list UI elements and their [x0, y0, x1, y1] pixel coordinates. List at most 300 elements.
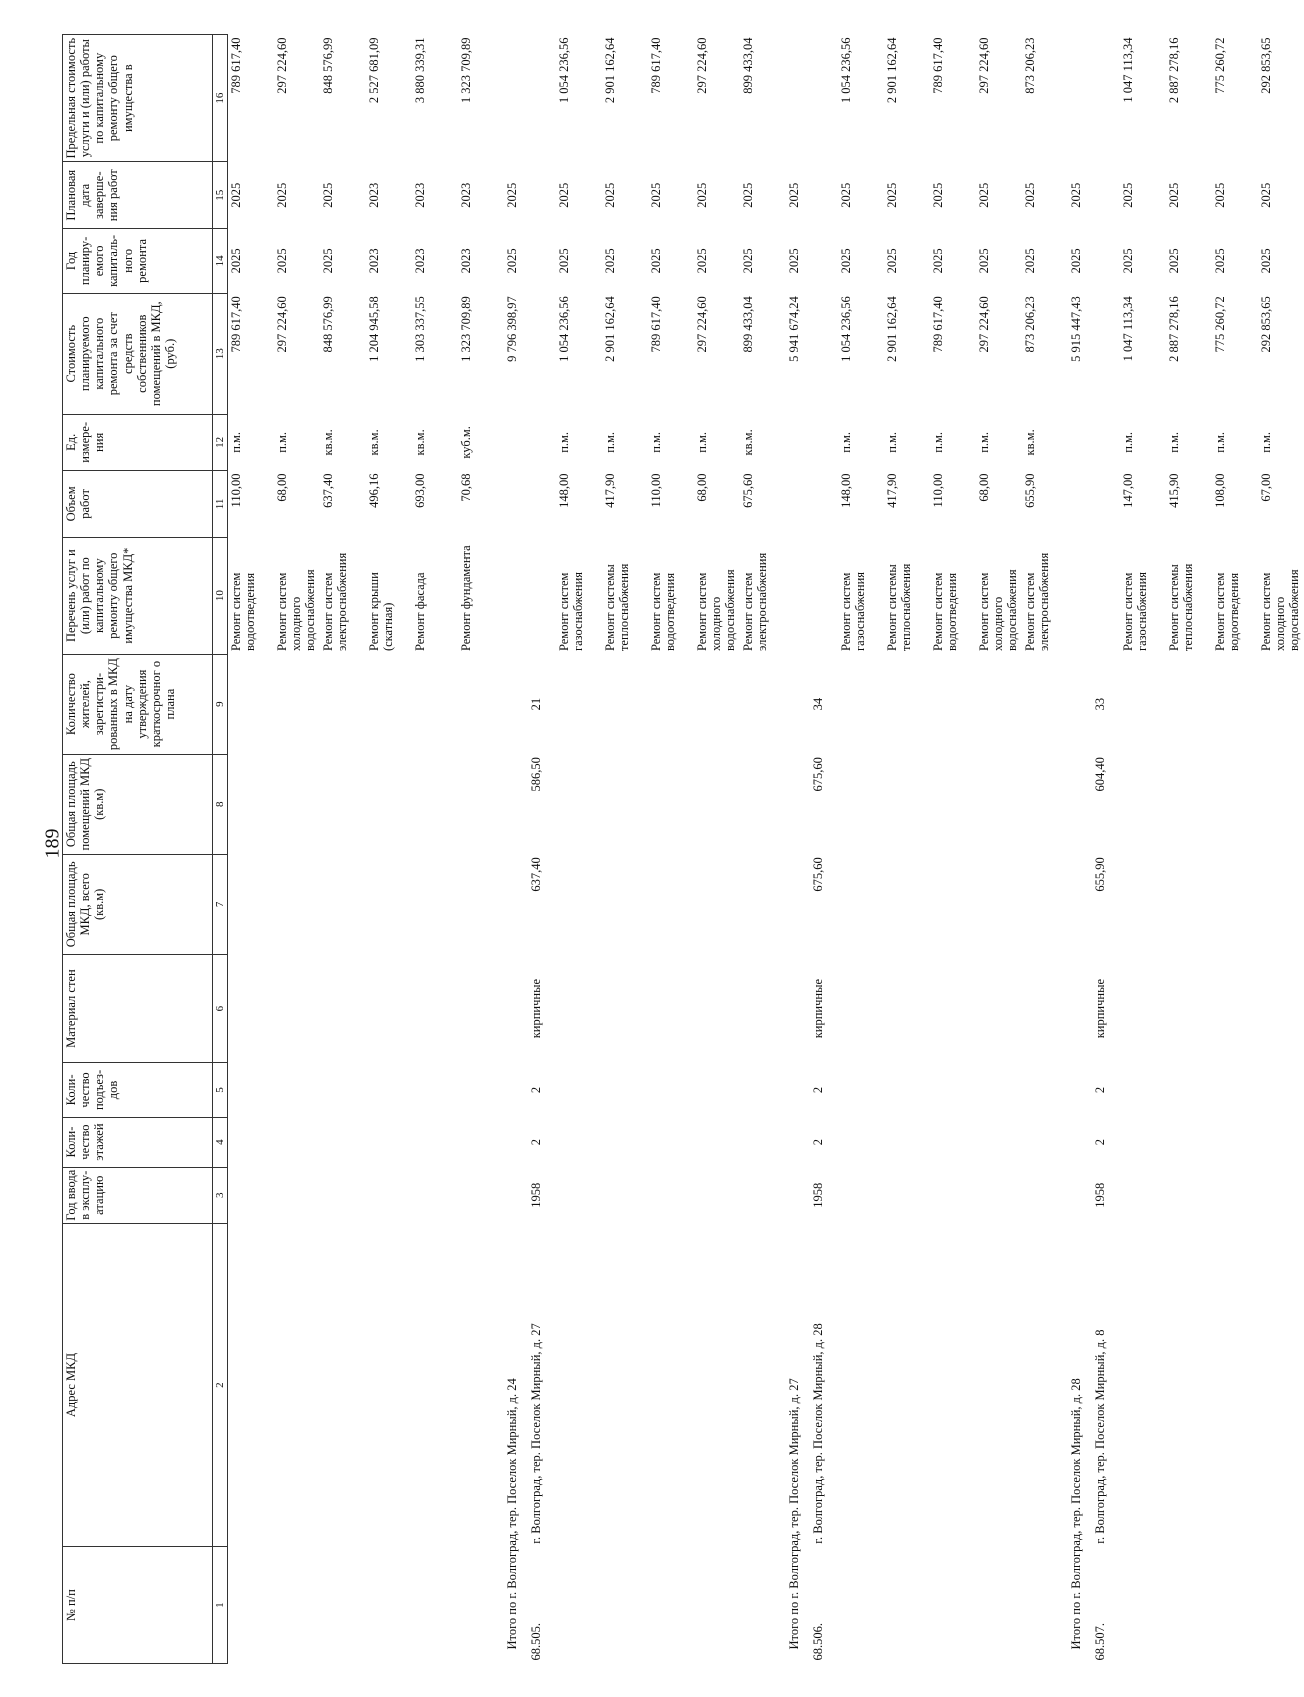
- empty-cell: [786, 414, 810, 470]
- col-number: 8: [213, 754, 228, 854]
- empty-cell: [228, 654, 275, 754]
- empty-cell: [1120, 1063, 1166, 1117]
- empty-cell: [412, 1223, 458, 1546]
- empty-cell: [1120, 1547, 1166, 1664]
- empty-cell: [930, 954, 976, 1062]
- empty-cell: [1166, 754, 1212, 854]
- empty-cell: [786, 35, 810, 162]
- col-number: 16: [213, 35, 228, 162]
- wall-material-cell: кирпичные: [1093, 978, 1107, 1039]
- cost-cell: 2 901 162,64: [603, 296, 617, 362]
- empty-cell: [320, 754, 366, 854]
- work-name-cell: Ремонт фасада: [413, 572, 427, 652]
- total-label-cell: Итого по г. Волгоград, тер. Поселок Мирный, д. 28: [1069, 1378, 1083, 1650]
- empty-cell: [1212, 1117, 1258, 1167]
- empty-cell: [648, 654, 694, 754]
- work-row: [1258, 35, 1304, 1664]
- col-header: Год ввода в эксплу-атацию: [63, 1167, 213, 1223]
- cost-cell: 1 204 945,58: [367, 296, 381, 362]
- empty-cell: [228, 1063, 275, 1117]
- total-cost-cell: 9 796 398,97: [505, 296, 519, 362]
- empty-cell: [602, 854, 648, 954]
- col-header: Стоимость планируемого капитального ремонта за счет средств собственников помещений в МКД, (руб.): [63, 293, 213, 414]
- limit-cost-cell: 775 260,72: [1213, 37, 1227, 94]
- end-date-cell: 2025: [229, 182, 243, 208]
- empty-cell: [320, 1547, 366, 1664]
- empty-cell: [694, 1223, 740, 1546]
- empty-cell: [320, 1223, 366, 1546]
- volume-cell: 110,00: [649, 473, 663, 508]
- limit-cost-cell: 2 887 278,16: [1167, 37, 1181, 104]
- work-row: [366, 35, 412, 1664]
- volume-cell: 637,40: [321, 473, 335, 508]
- empty-cell: [1258, 1167, 1304, 1223]
- empty-cell: [884, 854, 930, 954]
- work-row: [976, 35, 1022, 1664]
- empty-cell: [228, 1547, 275, 1664]
- unit-cell: кв.м.: [413, 429, 427, 456]
- volume-cell: 108,00: [1213, 473, 1227, 508]
- col-header: Адрес МКД: [63, 1223, 213, 1546]
- work-row: [648, 35, 694, 1664]
- cost-cell: 292 853,65: [1259, 296, 1273, 353]
- end-date-cell: 2025: [885, 182, 899, 208]
- work-name-cell: Ремонт систем газоснабжения: [839, 571, 868, 652]
- empty-cell: [1022, 754, 1068, 854]
- limit-cost-cell: 2 901 162,64: [885, 37, 899, 104]
- empty-cell: [1068, 471, 1092, 538]
- limit-cost-cell: 873 206,23: [1023, 37, 1037, 94]
- empty-cell: [504, 414, 528, 470]
- volume-cell: 496,16: [367, 473, 381, 508]
- empty-cell: [412, 854, 458, 954]
- cost-cell: 1 323 709,89: [459, 296, 473, 362]
- unit-cell: п.м.: [977, 431, 991, 453]
- empty-cell: [504, 854, 528, 954]
- empty-cell: [1092, 293, 1120, 414]
- unit-cell: п.м.: [603, 431, 617, 453]
- unit-cell: п.м.: [649, 431, 663, 453]
- empty-cell: [1068, 537, 1092, 654]
- empty-cell: [274, 1223, 320, 1546]
- empty-cell: [1068, 414, 1092, 470]
- empty-cell: [366, 1223, 412, 1546]
- repair-year-cell: 2025: [885, 248, 899, 274]
- col-number: 3: [213, 1167, 228, 1223]
- empty-cell: [366, 954, 412, 1062]
- empty-cell: [694, 854, 740, 954]
- cost-cell: 789 617,40: [229, 296, 243, 353]
- empty-cell: [1166, 854, 1212, 954]
- table-header: [63, 35, 228, 1664]
- repair-year-cell: 2025: [649, 248, 663, 274]
- col-number: 9: [213, 654, 228, 754]
- end-date-cell: 2025: [695, 182, 709, 208]
- empty-cell: [976, 1547, 1022, 1664]
- end-date-cell: 2025: [557, 182, 571, 208]
- repair-year-cell: 2025: [505, 248, 519, 274]
- empty-cell: [1212, 854, 1258, 954]
- col-number: 2: [213, 1223, 228, 1546]
- empty-cell: [1120, 754, 1166, 854]
- empty-cell: [602, 1547, 648, 1664]
- col-header: Перечень услуг и (или) работ по капитальному ремонту общего имущества МКД*: [63, 537, 213, 654]
- empty-cell: [810, 229, 838, 294]
- empty-cell: [228, 954, 275, 1062]
- residents-cell: 21: [529, 697, 543, 711]
- unit-cell: кв.м.: [321, 429, 335, 456]
- work-row: [274, 35, 320, 1664]
- built-year-cell: 1958: [811, 1182, 825, 1208]
- empty-cell: [504, 35, 528, 162]
- unit-cell: п.м.: [1121, 431, 1135, 453]
- empty-cell: [1068, 854, 1092, 954]
- unit-cell: п.м.: [695, 431, 709, 453]
- empty-cell: [976, 654, 1022, 754]
- rooms-area-cell: 586,50: [529, 757, 543, 792]
- work-name-cell: Ремонт фундамента: [459, 545, 473, 652]
- empty-cell: [274, 1547, 320, 1664]
- volume-cell: 655,90: [1023, 473, 1037, 508]
- end-date-cell: 2025: [839, 182, 853, 208]
- empty-cell: [366, 1117, 412, 1167]
- empty-cell: [274, 1117, 320, 1167]
- work-name-cell: Ремонт систем холодного водоснабжения: [695, 569, 738, 652]
- empty-cell: [1120, 954, 1166, 1062]
- empty-cell: [412, 1547, 458, 1664]
- empty-cell: [740, 654, 786, 754]
- empty-cell: [930, 1167, 976, 1223]
- empty-cell: [1258, 954, 1304, 1062]
- empty-cell: [602, 754, 648, 854]
- empty-cell: [884, 654, 930, 754]
- empty-cell: [366, 1167, 412, 1223]
- empty-cell: [838, 1167, 884, 1223]
- col-number: 1: [213, 1547, 228, 1664]
- repair-year-cell: 2025: [275, 248, 289, 274]
- limit-cost-cell: 297 224,60: [275, 37, 289, 94]
- empty-cell: [458, 954, 504, 1062]
- unit-cell: п.м.: [1167, 431, 1181, 453]
- empty-cell: [740, 754, 786, 854]
- unit-cell: кв.м.: [1023, 429, 1037, 456]
- col-header: Количество жителей, зарегистри-рованных в МКД на дату утверждения краткосрочног о плана: [63, 654, 213, 754]
- empty-cell: [648, 954, 694, 1062]
- empty-cell: [1166, 1117, 1212, 1167]
- end-date-cell: 2023: [413, 182, 427, 208]
- empty-cell: [412, 754, 458, 854]
- unit-cell: п.м.: [885, 431, 899, 453]
- empty-cell: [320, 1063, 366, 1117]
- col-number: 11: [213, 471, 228, 538]
- empty-cell: [504, 471, 528, 538]
- limit-cost-cell: 1 047 113,34: [1121, 37, 1135, 103]
- empty-cell: [786, 537, 810, 654]
- empty-cell: [1166, 1167, 1212, 1223]
- empty-cell: [1212, 654, 1258, 754]
- volume-cell: 148,00: [557, 473, 571, 508]
- empty-cell: [1258, 1223, 1304, 1546]
- empty-cell: [740, 1547, 786, 1664]
- limit-cost-cell: 3 880 339,31: [413, 37, 427, 104]
- empty-cell: [458, 1117, 504, 1167]
- col-number: 12: [213, 414, 228, 470]
- unit-cell: п.м.: [557, 431, 571, 453]
- repair-year-cell: 2025: [1259, 248, 1273, 274]
- end-date-cell: 2025: [275, 182, 289, 208]
- empty-cell: [412, 954, 458, 1062]
- empty-cell: [602, 1063, 648, 1117]
- work-name-cell: Ремонт систем электроснабжения: [321, 552, 350, 652]
- empty-cell: [556, 1167, 602, 1223]
- work-name-cell: Ремонт систем водоотведения: [1213, 572, 1242, 652]
- limit-cost-cell: 2 527 681,09: [367, 37, 381, 104]
- empty-cell: [228, 754, 275, 854]
- table-body: [228, 35, 1304, 1664]
- empty-cell: [838, 1547, 884, 1664]
- repair-year-cell: 2025: [1023, 248, 1037, 274]
- col-number: 10: [213, 537, 228, 654]
- limit-cost-cell: 789 617,40: [229, 37, 243, 94]
- empty-cell: [648, 1547, 694, 1664]
- empty-cell: [556, 854, 602, 954]
- empty-cell: [1212, 754, 1258, 854]
- empty-cell: [930, 754, 976, 854]
- empty-cell: [1022, 954, 1068, 1062]
- empty-cell: [1092, 162, 1120, 229]
- cost-cell: 297 224,60: [695, 296, 709, 353]
- cost-cell: 899 433,04: [741, 296, 755, 353]
- empty-cell: [228, 854, 275, 954]
- built-year-cell: 1958: [529, 1182, 543, 1208]
- repair-year-cell: 2025: [1121, 248, 1135, 274]
- work-row: [694, 35, 740, 1664]
- empty-cell: [1258, 1063, 1304, 1117]
- empty-cell: [458, 754, 504, 854]
- end-date-cell: 2023: [459, 182, 473, 208]
- repair-year-cell: 2025: [1167, 248, 1181, 274]
- cost-cell: 789 617,40: [931, 296, 945, 353]
- volume-cell: 110,00: [229, 473, 243, 508]
- cost-cell: 789 617,40: [649, 296, 663, 353]
- limit-cost-cell: 2 901 162,64: [603, 37, 617, 104]
- empty-cell: [1212, 1063, 1258, 1117]
- empty-cell: [602, 954, 648, 1062]
- col-header: Коли-чество этажей: [63, 1117, 213, 1167]
- empty-cell: [976, 1167, 1022, 1223]
- repair-year-cell: 2023: [367, 248, 381, 274]
- empty-cell: [976, 1223, 1022, 1546]
- total-area-cell: 637,40: [529, 857, 543, 892]
- empty-cell: [838, 654, 884, 754]
- empty-cell: [976, 754, 1022, 854]
- empty-cell: [648, 1117, 694, 1167]
- empty-cell: [528, 229, 556, 294]
- empty-cell: [602, 1223, 648, 1546]
- col-header: Общая площадь помещений МКД (кв.м): [63, 754, 213, 854]
- empty-cell: [930, 1223, 976, 1546]
- work-name-cell: Ремонт систем газоснабжения: [1121, 571, 1150, 652]
- empty-cell: [1212, 1223, 1258, 1546]
- empty-cell: [504, 1063, 528, 1117]
- empty-cell: [648, 1063, 694, 1117]
- building-row: [810, 35, 838, 1664]
- empty-cell: [1166, 1063, 1212, 1117]
- empty-cell: [810, 471, 838, 538]
- empty-cell: [1022, 1167, 1068, 1223]
- empty-cell: [1022, 1223, 1068, 1546]
- empty-cell: [786, 471, 810, 538]
- empty-cell: [1092, 537, 1120, 654]
- empty-cell: [740, 1167, 786, 1223]
- volume-cell: 693,00: [413, 473, 427, 508]
- limit-cost-cell: 789 617,40: [649, 37, 663, 94]
- work-row: [1212, 35, 1258, 1664]
- col-header: Общая площадь МКД, всего (кв.м): [63, 854, 213, 954]
- limit-cost-cell: 1 054 236,56: [839, 37, 853, 104]
- empty-cell: [930, 1063, 976, 1117]
- empty-cell: [838, 1117, 884, 1167]
- unit-cell: п.м.: [839, 431, 853, 453]
- empty-cell: [274, 1167, 320, 1223]
- work-row: [228, 35, 275, 1664]
- empty-cell: [810, 35, 838, 162]
- empty-cell: [838, 1063, 884, 1117]
- repair-year-cell: 2025: [695, 248, 709, 274]
- col-header: Объем работ: [63, 471, 213, 538]
- empty-cell: [528, 414, 556, 470]
- work-name-cell: Ремонт систем водоотведения: [229, 572, 258, 652]
- volume-cell: 68,00: [275, 473, 289, 502]
- work-name-cell: Ремонт системы теплоснабжения: [1167, 563, 1196, 652]
- empty-cell: [1092, 471, 1120, 538]
- end-date-cell: 2025: [1259, 182, 1273, 208]
- work-row: [602, 35, 648, 1664]
- end-date-cell: 2025: [649, 182, 663, 208]
- repair-year-cell: 2025: [229, 248, 243, 274]
- empty-cell: [740, 1223, 786, 1546]
- cost-cell: 297 224,60: [275, 296, 289, 353]
- limit-cost-cell: 297 224,60: [977, 37, 991, 94]
- end-date-cell: 2025: [603, 182, 617, 208]
- col-number: 4: [213, 1117, 228, 1167]
- unit-cell: кв.м.: [741, 429, 755, 456]
- cost-cell: 1 054 236,56: [557, 296, 571, 362]
- empty-cell: [458, 1063, 504, 1117]
- empty-cell: [838, 854, 884, 954]
- work-row: [412, 35, 458, 1664]
- empty-cell: [740, 954, 786, 1062]
- rotated-page: [62, 34, 1302, 1664]
- empty-cell: [1120, 1117, 1166, 1167]
- empty-cell: [366, 854, 412, 954]
- total-cost-cell: 5 915 447,43: [1069, 296, 1083, 362]
- work-row: [458, 35, 504, 1664]
- empty-cell: [1166, 1223, 1212, 1546]
- empty-cell: [1166, 654, 1212, 754]
- row-index-cell: 68.506.: [811, 1623, 825, 1661]
- volume-cell: 67,00: [1259, 473, 1273, 502]
- col-header: Год планиру-емого капиталь-ного ремонта: [63, 229, 213, 294]
- empty-cell: [930, 1117, 976, 1167]
- wall-material-cell: кирпичные: [529, 978, 543, 1039]
- limit-cost-cell: 1 323 709,89: [459, 37, 473, 104]
- entrances-cell: 2: [811, 1086, 825, 1094]
- building-row: [1092, 35, 1120, 1664]
- work-name-cell: Ремонт систем холодного водоснабжения: [977, 569, 1020, 652]
- empty-cell: [1068, 1063, 1092, 1117]
- empty-cell: [412, 1063, 458, 1117]
- page-number: 189: [41, 828, 64, 859]
- volume-cell: 148,00: [839, 473, 853, 508]
- empty-cell: [786, 954, 810, 1062]
- col-number: 7: [213, 854, 228, 954]
- total-row: [1068, 35, 1092, 1664]
- end-date-cell: 2023: [367, 182, 381, 208]
- work-row: [884, 35, 930, 1664]
- empty-cell: [838, 954, 884, 1062]
- limit-cost-cell: 292 853,65: [1259, 37, 1273, 94]
- unit-cell: п.м.: [229, 431, 243, 453]
- end-date-cell: 2025: [787, 182, 801, 208]
- total-label-cell: Итого по г. Волгоград, тер. Поселок Мирный, д. 24: [505, 1378, 519, 1650]
- entrances-cell: 2: [529, 1086, 543, 1094]
- cost-cell: 1 047 113,34: [1121, 296, 1135, 362]
- work-row: [838, 35, 884, 1664]
- empty-cell: [884, 1063, 930, 1117]
- repair-year-cell: 2025: [1213, 248, 1227, 274]
- empty-cell: [884, 754, 930, 854]
- work-name-cell: Ремонт крыши (скатная): [367, 572, 396, 652]
- col-header: Материал стен: [63, 954, 213, 1062]
- empty-cell: [1212, 1547, 1258, 1664]
- volume-cell: 417,90: [885, 473, 899, 508]
- col-number: 15: [213, 162, 228, 229]
- work-row: [320, 35, 366, 1664]
- empty-cell: [648, 754, 694, 854]
- empty-cell: [1258, 1547, 1304, 1664]
- empty-cell: [366, 754, 412, 854]
- col-header: Плановая дата заверше-ния работ: [63, 162, 213, 229]
- unit-cell: п.м.: [931, 431, 945, 453]
- empty-cell: [556, 954, 602, 1062]
- repair-year-cell: 2025: [1069, 248, 1083, 274]
- empty-cell: [694, 1063, 740, 1117]
- built-year-cell: 1958: [1093, 1182, 1107, 1208]
- empty-cell: [884, 1117, 930, 1167]
- cost-cell: 1 303 337,55: [413, 296, 427, 362]
- cost-cell: 873 206,23: [1023, 296, 1037, 353]
- cost-cell: 2 901 162,64: [885, 296, 899, 362]
- empty-cell: [274, 854, 320, 954]
- empty-cell: [556, 1063, 602, 1117]
- empty-cell: [1120, 1167, 1166, 1223]
- empty-cell: [504, 754, 528, 854]
- unit-cell: п.м.: [1213, 431, 1227, 453]
- col-header: Ед. измере-ния: [63, 414, 213, 470]
- empty-cell: [786, 1063, 810, 1117]
- empty-cell: [1022, 1063, 1068, 1117]
- empty-cell: [504, 954, 528, 1062]
- empty-cell: [810, 537, 838, 654]
- empty-cell: [458, 854, 504, 954]
- work-name-cell: Ремонт системы теплоснабжения: [885, 563, 914, 652]
- volume-cell: 675,60: [741, 473, 755, 508]
- end-date-cell: 2025: [321, 182, 335, 208]
- address-cell: г. Волгоград, тер. Поселок Мирный, д. 27: [529, 1323, 543, 1544]
- end-date-cell: 2025: [931, 182, 945, 208]
- floors-cell: 2: [529, 1138, 543, 1146]
